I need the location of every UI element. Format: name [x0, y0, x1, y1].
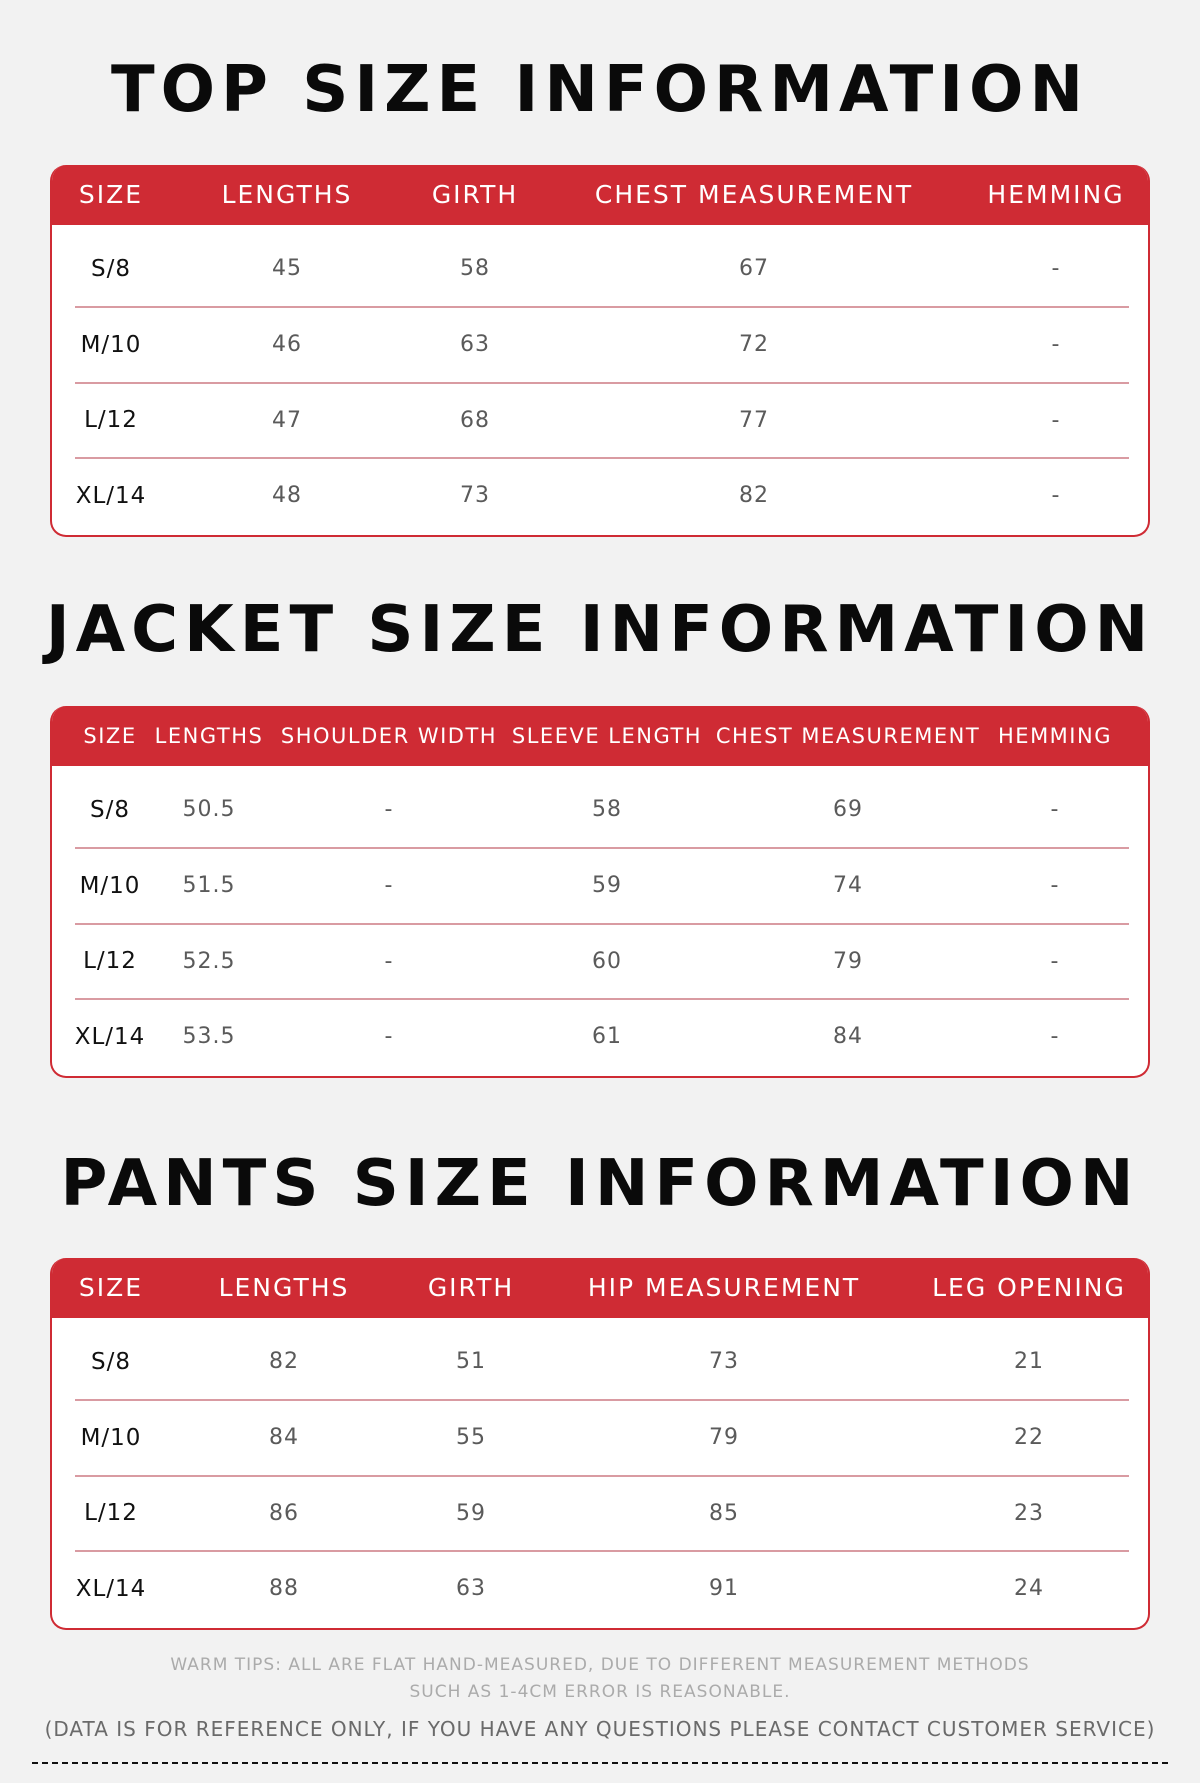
table-row — [52, 1318, 1148, 1401]
table-row — [52, 1000, 1148, 1076]
value-cell: 79 — [833, 948, 863, 974]
table-row — [52, 225, 1148, 308]
column-header-shoulder-width: SHOULDER WIDTH — [280, 724, 498, 748]
table-row — [52, 849, 1148, 925]
size-cell: S/8 — [90, 796, 130, 823]
dashed-divider — [32, 1762, 1168, 1764]
table-header — [52, 165, 1148, 225]
warm-tips-line-2: SUCH AS 1-4CM ERROR IS REASONABLE. — [409, 1682, 791, 1702]
table-row — [52, 925, 1148, 1001]
column-header-size: SIZE — [78, 180, 144, 209]
value-cell: - — [1050, 948, 1060, 974]
value-cell: - — [384, 948, 394, 974]
value-cell: 23 — [1014, 1500, 1044, 1526]
value-cell: 67 — [739, 256, 769, 281]
column-header-leg-opening: LEG OPENING — [932, 1273, 1126, 1302]
value-cell: 84 — [833, 1024, 863, 1050]
value-cell: 59 — [456, 1500, 486, 1526]
size-cell: L/12 — [83, 948, 137, 975]
table-row — [52, 1477, 1148, 1553]
value-cell: 52.5 — [182, 948, 236, 974]
table-row — [52, 459, 1148, 535]
value-cell: 73 — [460, 483, 490, 509]
column-header-size: SIZE — [78, 1273, 144, 1302]
value-cell: 88 — [269, 1576, 299, 1602]
value-cell: 48 — [272, 483, 302, 509]
value-cell: 46 — [272, 332, 302, 358]
value-cell: 68 — [460, 407, 490, 433]
value-cell: 24 — [1014, 1576, 1044, 1602]
size-cell: S/8 — [91, 1348, 131, 1375]
pants-size-title: PANTS SIZE INFORMATION — [60, 1147, 1140, 1221]
disclaimer-text: (DATA IS FOR REFERENCE ONLY, IF YOU HAVE ANY QUESTIONS PLEASE CONTACT CUSTOMER SERVICE) — [44, 1717, 1156, 1741]
value-cell: 51 — [456, 1349, 486, 1374]
value-cell: 82 — [739, 483, 769, 509]
size-cell: M/10 — [80, 331, 142, 358]
warm-tips-line-1: WARM TIPS: ALL ARE FLAT HAND-MEASURED, DUE TO DIFFERENT MEASUREMENT METHODS — [170, 1655, 1030, 1675]
size-cell: L/12 — [84, 1500, 138, 1527]
jacket-size-title: JACKET SIZE INFORMATION — [45, 593, 1155, 667]
top-size-title: TOP SIZE INFORMATION — [110, 53, 1090, 127]
value-cell: 58 — [460, 256, 490, 281]
value-cell: 91 — [709, 1576, 739, 1602]
value-cell: 63 — [456, 1576, 486, 1602]
value-cell: - — [1050, 873, 1060, 899]
value-cell: 84 — [269, 1425, 299, 1451]
value-cell: 60 — [592, 948, 622, 974]
top-size-table — [50, 165, 1150, 537]
table-row — [52, 384, 1148, 460]
size-cell: XL/14 — [75, 1575, 147, 1602]
column-header-sleeve-length: SLEEVE LENGTH — [511, 724, 703, 748]
value-cell: - — [384, 873, 394, 899]
column-header-lengths: LENGTHS — [221, 180, 353, 209]
size-cell: M/10 — [79, 872, 141, 899]
size-cell: XL/14 — [74, 1023, 146, 1050]
table-row — [52, 766, 1148, 849]
column-header-girth: GIRTH — [427, 1273, 515, 1302]
table-row — [52, 1401, 1148, 1477]
value-cell: 45 — [272, 256, 302, 281]
jacket-size-table — [50, 706, 1150, 1078]
value-cell: - — [1051, 256, 1061, 281]
table-header — [52, 706, 1148, 766]
value-cell: 61 — [592, 1024, 622, 1050]
value-cell: 47 — [272, 407, 302, 433]
column-header-chest: CHEST MEASUREMENT — [715, 724, 981, 748]
table-row — [52, 308, 1148, 384]
value-cell: 22 — [1014, 1425, 1044, 1451]
size-cell: XL/14 — [75, 482, 147, 509]
value-cell: 82 — [269, 1349, 299, 1374]
value-cell: 53.5 — [182, 1024, 236, 1050]
value-cell: - — [1050, 797, 1060, 822]
column-header-hip: HIP MEASUREMENT — [587, 1273, 861, 1302]
column-header-lengths: LENGTHS — [218, 1273, 350, 1302]
value-cell: - — [1051, 407, 1061, 433]
value-cell: - — [384, 1024, 394, 1050]
value-cell: - — [384, 797, 394, 822]
value-cell: 73 — [709, 1349, 739, 1374]
value-cell: 50.5 — [182, 797, 236, 822]
value-cell: - — [1051, 483, 1061, 509]
value-cell: 58 — [592, 797, 622, 822]
size-cell: S/8 — [91, 255, 131, 282]
value-cell: 72 — [739, 332, 769, 358]
table-row — [52, 1552, 1148, 1628]
table-header — [52, 1258, 1148, 1318]
column-header-size: SIZE — [83, 724, 137, 748]
pants-size-table — [50, 1258, 1150, 1630]
column-header-girth: GIRTH — [431, 180, 519, 209]
value-cell: 55 — [456, 1425, 486, 1451]
column-header-chest: CHEST MEASUREMENT — [594, 180, 914, 209]
value-cell: 63 — [460, 332, 490, 358]
value-cell: 86 — [269, 1500, 299, 1526]
value-cell: 69 — [833, 797, 863, 822]
value-cell: 79 — [709, 1425, 739, 1451]
column-header-hemming: HEMMING — [998, 724, 1112, 748]
value-cell: 51.5 — [182, 873, 236, 899]
column-header-hemming: HEMMING — [987, 180, 1125, 209]
value-cell: - — [1051, 332, 1061, 358]
value-cell: 85 — [709, 1500, 739, 1526]
value-cell: 21 — [1014, 1349, 1044, 1374]
size-cell: L/12 — [84, 407, 138, 434]
size-cell: M/10 — [80, 1424, 142, 1451]
value-cell: - — [1050, 1024, 1060, 1050]
value-cell: 74 — [833, 873, 863, 899]
value-cell: 59 — [592, 873, 622, 899]
column-header-lengths: LENGTHS — [154, 724, 264, 748]
value-cell: 77 — [739, 407, 769, 433]
